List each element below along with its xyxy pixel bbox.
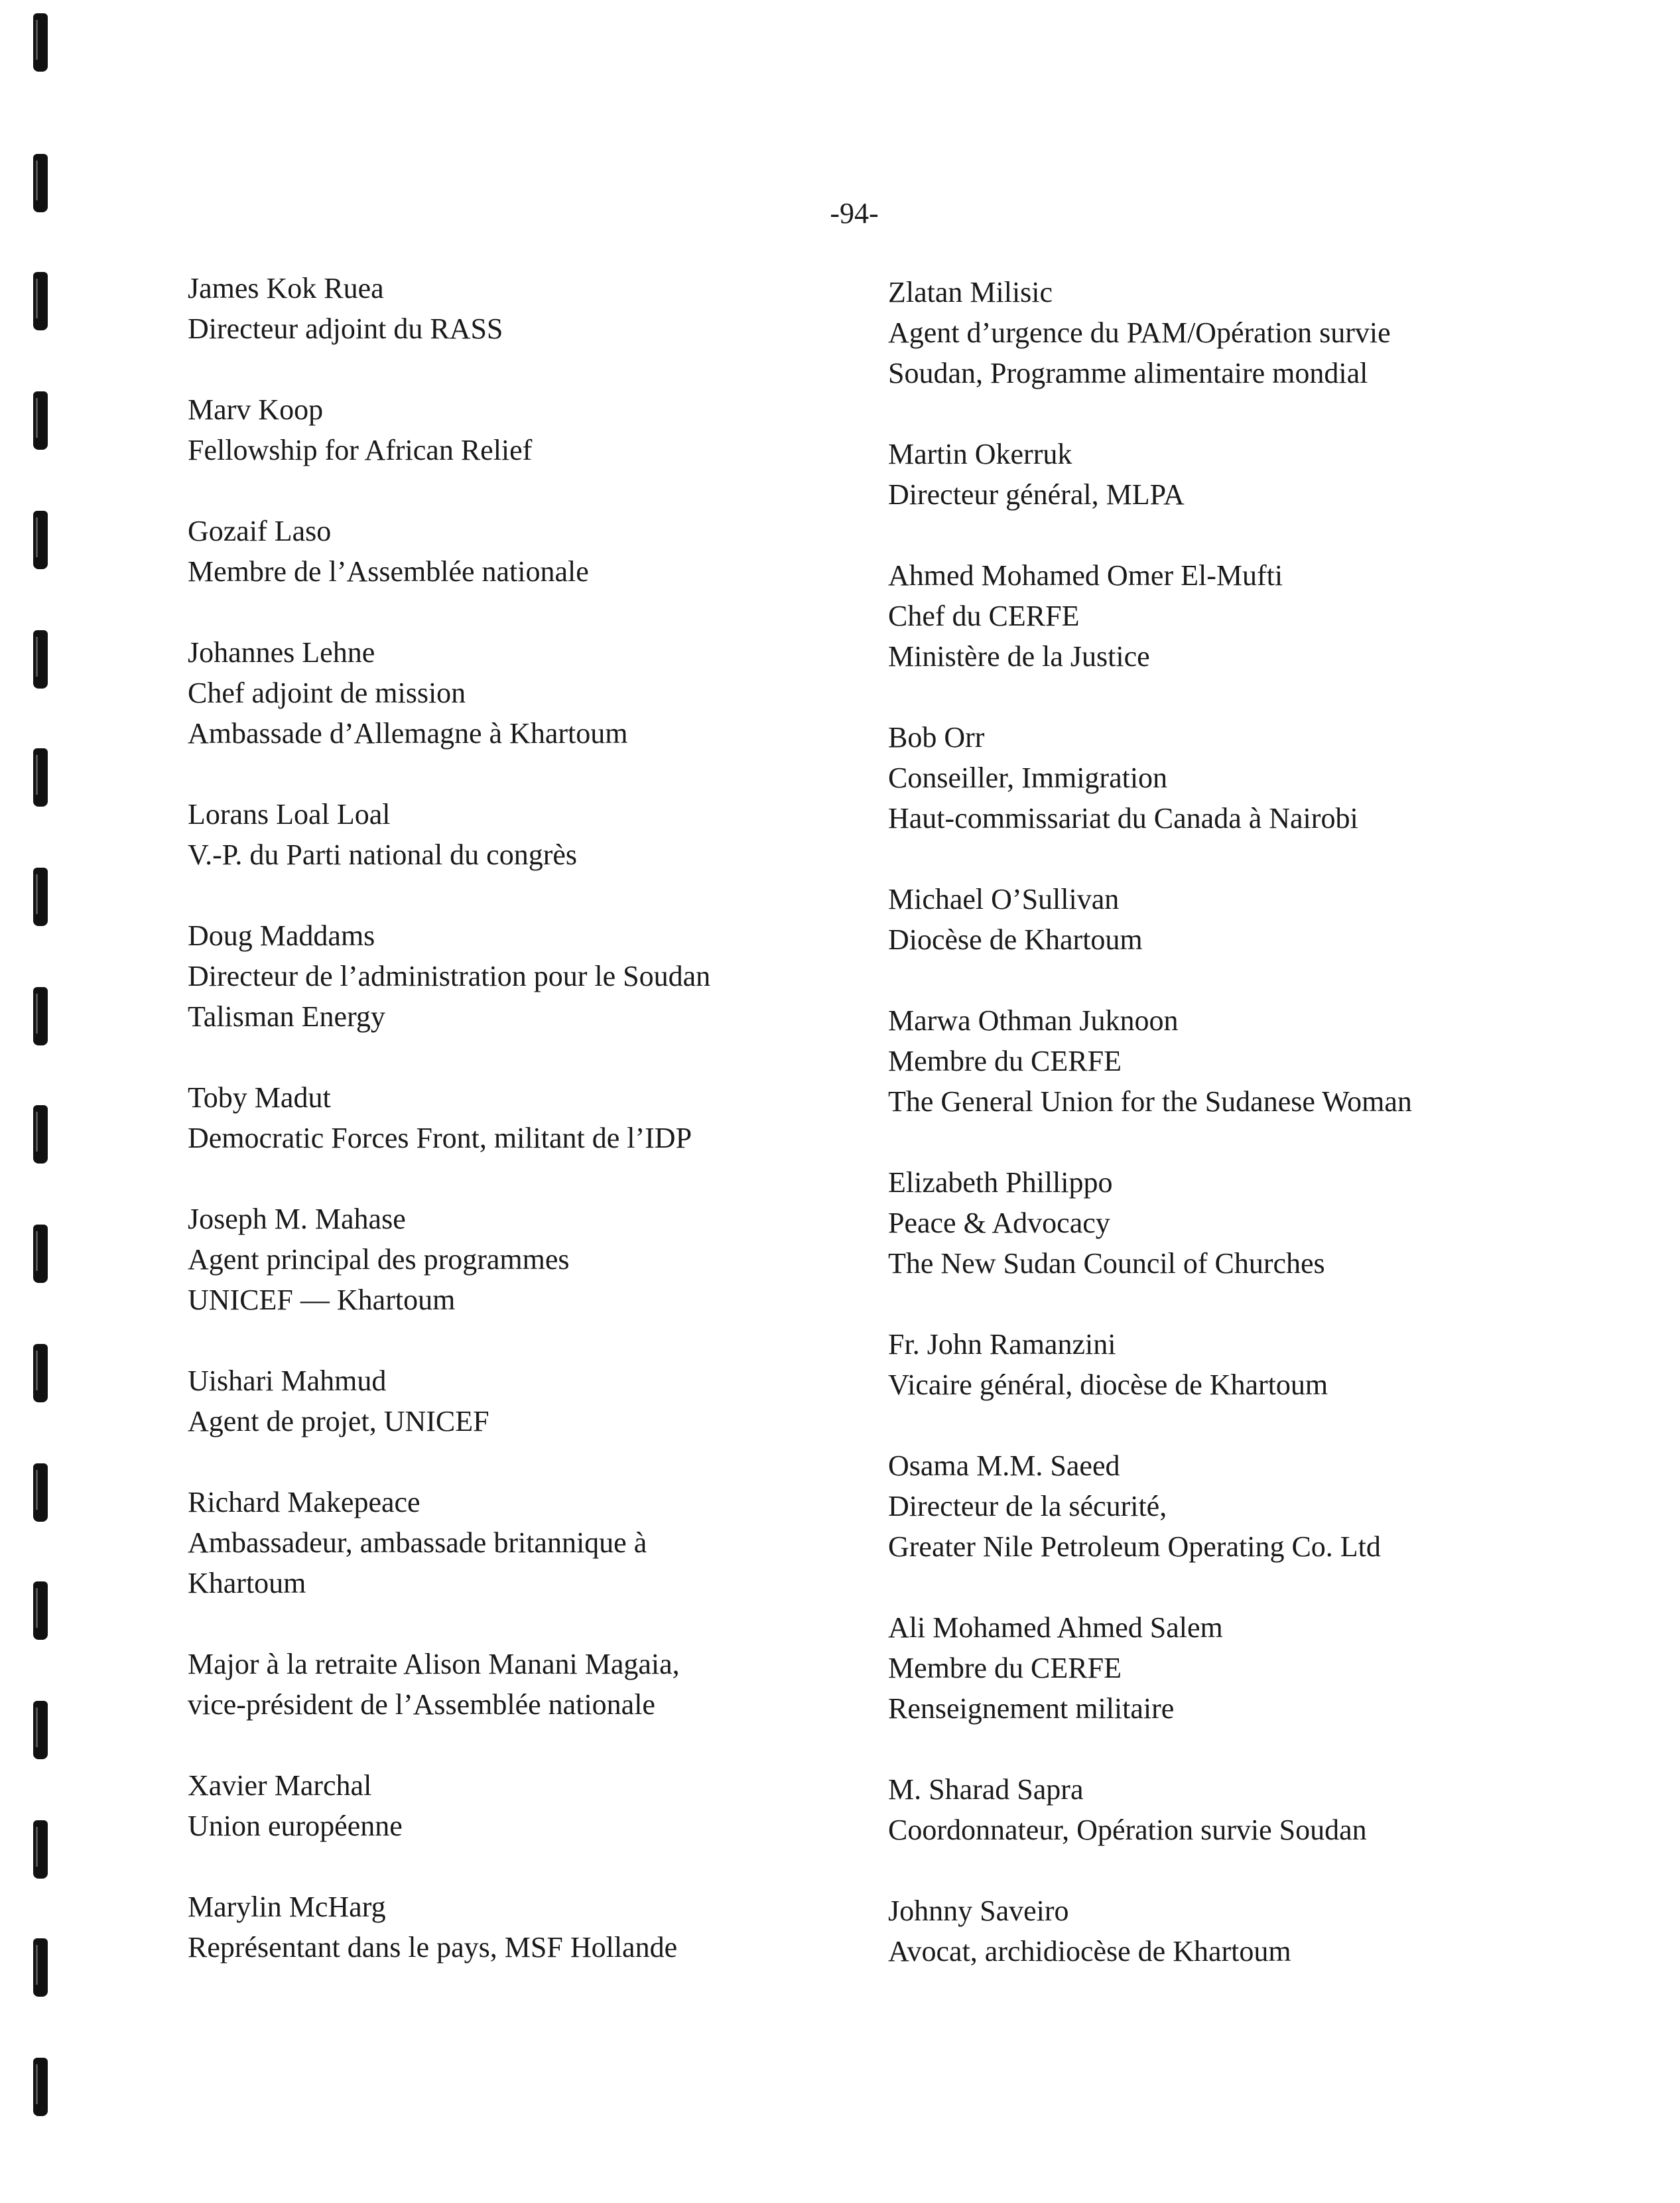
participant-entry [888, 272, 1644, 393]
participant-detail: Avocat, archidiocèse de Khartoum [888, 1935, 1291, 1968]
binding-mark [33, 748, 48, 807]
binding-mark [33, 272, 48, 330]
participant-entry [888, 1607, 1644, 1729]
binding-mark [33, 987, 48, 1045]
participant-entry [188, 632, 858, 754]
participant-detail: Membre de l’Assemblée nationale [188, 555, 589, 588]
binding-mark [33, 1701, 48, 1759]
left-column [188, 268, 858, 2008]
participant-detail: Chef adjoint de mission [188, 677, 466, 709]
participant-name: Marylin McHarg [188, 1891, 386, 1923]
binding-mark [33, 1225, 48, 1283]
binding-mark [33, 1344, 48, 1402]
participant-entry [888, 1000, 1644, 1122]
participant-name: Martin Okerruk [888, 438, 1072, 470]
binding-mark [33, 1105, 48, 1164]
participant-entry [888, 1891, 1644, 1971]
participant-entry [888, 434, 1644, 515]
participant-name: Doug Maddams [188, 919, 375, 952]
participant-detail: Renseignement militaire [888, 1692, 1175, 1725]
participant-detail: vice-président de l’Assemblée nationale [188, 1688, 655, 1721]
participant-detail: UNICEF — Khartoum [188, 1284, 456, 1316]
participant-entry [888, 1324, 1644, 1405]
participant-detail: Directeur adjoint du RASS [188, 312, 503, 345]
binding-mark [33, 511, 48, 569]
participant-detail: Agent principal des programmes [188, 1243, 570, 1276]
participant-name: Michael O’Sullivan [888, 883, 1120, 915]
participant-detail: Ministère de la Justice [888, 640, 1150, 673]
participant-detail: Directeur de la sécurité, [888, 1490, 1167, 1522]
participant-entry [188, 1887, 858, 1968]
participant-detail: Vicaire général, diocèse de Khartoum [888, 1369, 1328, 1401]
participant-name: Uishari Mahmud [188, 1365, 387, 1397]
binding-marks [28, 0, 54, 2203]
participant-name: Osama M.M. Saeed [888, 1449, 1120, 1482]
participant-entry [888, 717, 1644, 838]
participant-detail: V.-P. du Parti national du congrès [188, 838, 578, 871]
binding-mark [33, 1581, 48, 1640]
participant-detail: Chef du CERFE [888, 600, 1080, 632]
participant-detail: Représentant dans le pays, MSF Hollande [188, 1931, 678, 1964]
participant-entry [888, 1445, 1644, 1567]
participant-entry [188, 1361, 858, 1441]
participant-name: Johannes Lehne [188, 636, 375, 669]
participant-detail: Agent d’urgence du PAM/Opération survie [888, 316, 1391, 349]
participant-entry [188, 511, 858, 592]
participant-detail: Greater Nile Petroleum Operating Co. Ltd [888, 1530, 1381, 1563]
participant-entry [888, 555, 1644, 677]
participant-detail: Ambassade d’Allemagne à Khartoum [188, 717, 628, 750]
participant-entry [188, 1077, 858, 1158]
binding-mark [33, 868, 48, 926]
participant-name: Zlatan Milisic [888, 276, 1053, 308]
participant-detail: Union européenne [188, 1810, 403, 1842]
participant-entry [188, 794, 858, 875]
participant-name: Xavier Marchal [188, 1769, 372, 1802]
participant-entry [888, 879, 1644, 960]
participant-detail: Diocèse de Khartoum [888, 923, 1143, 956]
participant-detail: The New Sudan Council of Churches [888, 1247, 1325, 1280]
participant-name: James Kok Ruea [188, 272, 384, 304]
participant-name: Ali Mohamed Ahmed Salem [888, 1611, 1223, 1644]
participant-name: Richard Makepeace [188, 1486, 420, 1518]
participant-name: Lorans Loal Loal [188, 798, 391, 831]
right-column [888, 272, 1644, 2012]
participant-name: Elizabeth Phillippo [888, 1166, 1113, 1199]
binding-mark [33, 2058, 48, 2116]
participant-detail: Directeur de l’administration pour le Soudan [188, 960, 711, 992]
participant-name: Bob Orr [888, 721, 985, 754]
participant-entry [188, 268, 858, 349]
participant-name: M. Sharad Sapra [888, 1773, 1084, 1806]
participant-name: Marwa Othman Juknoon [888, 1004, 1179, 1037]
participant-name: Fr. John Ramanzini [888, 1328, 1116, 1361]
page-number: -94- [830, 197, 879, 230]
participant-detail: Coordonnateur, Opération survie Soudan [888, 1814, 1367, 1846]
binding-mark [33, 1820, 48, 1879]
participant-detail: Conseiller, Immigration [888, 762, 1168, 794]
participant-entry [888, 1162, 1644, 1284]
participant-entry [188, 1765, 858, 1846]
participant-detail: The General Union for the Sudanese Woman [888, 1085, 1412, 1118]
participant-detail: Peace & Advocacy [888, 1207, 1110, 1239]
participant-entry [188, 389, 858, 470]
participant-entry [888, 1769, 1644, 1850]
participant-name: Gozaif Laso [188, 515, 332, 547]
participant-entry [188, 1482, 858, 1603]
binding-mark [33, 154, 48, 212]
participant-detail: Soudan, Programme alimentaire mondial [888, 357, 1368, 389]
binding-mark [33, 13, 48, 72]
binding-mark [33, 1938, 48, 1997]
participant-name: Ahmed Mohamed Omer El-Mufti [888, 559, 1283, 592]
participant-name: Toby Madut [188, 1081, 331, 1114]
participant-name: Johnny Saveiro [888, 1895, 1069, 1927]
participant-name: Marv Koop [188, 393, 324, 426]
participant-name: Joseph M. Mahase [188, 1203, 406, 1235]
participant-detail: Fellowship for African Relief [188, 434, 533, 466]
binding-mark [33, 630, 48, 689]
participant-detail: Directeur général, MLPA [888, 478, 1185, 511]
binding-mark [33, 391, 48, 450]
participant-detail: Agent de projet, UNICEF [188, 1405, 489, 1437]
participant-name: Major à la retraite Alison Manani Magaia, [188, 1648, 680, 1680]
participant-detail: Khartoum [188, 1567, 306, 1599]
participant-detail: Democratic Forces Front, militant de l’IDP [188, 1122, 692, 1154]
binding-mark [33, 1463, 48, 1522]
participant-entry [188, 1199, 858, 1320]
participant-detail: Haut-commissariat du Canada à Nairobi [888, 802, 1358, 834]
participant-detail: Membre du CERFE [888, 1652, 1122, 1684]
participant-detail: Talisman Energy [188, 1000, 385, 1033]
participant-detail: Membre du CERFE [888, 1045, 1122, 1077]
participant-detail: Ambassadeur, ambassade britannique à [188, 1526, 647, 1559]
participant-entry [188, 915, 858, 1037]
participant-entry [188, 1644, 858, 1725]
